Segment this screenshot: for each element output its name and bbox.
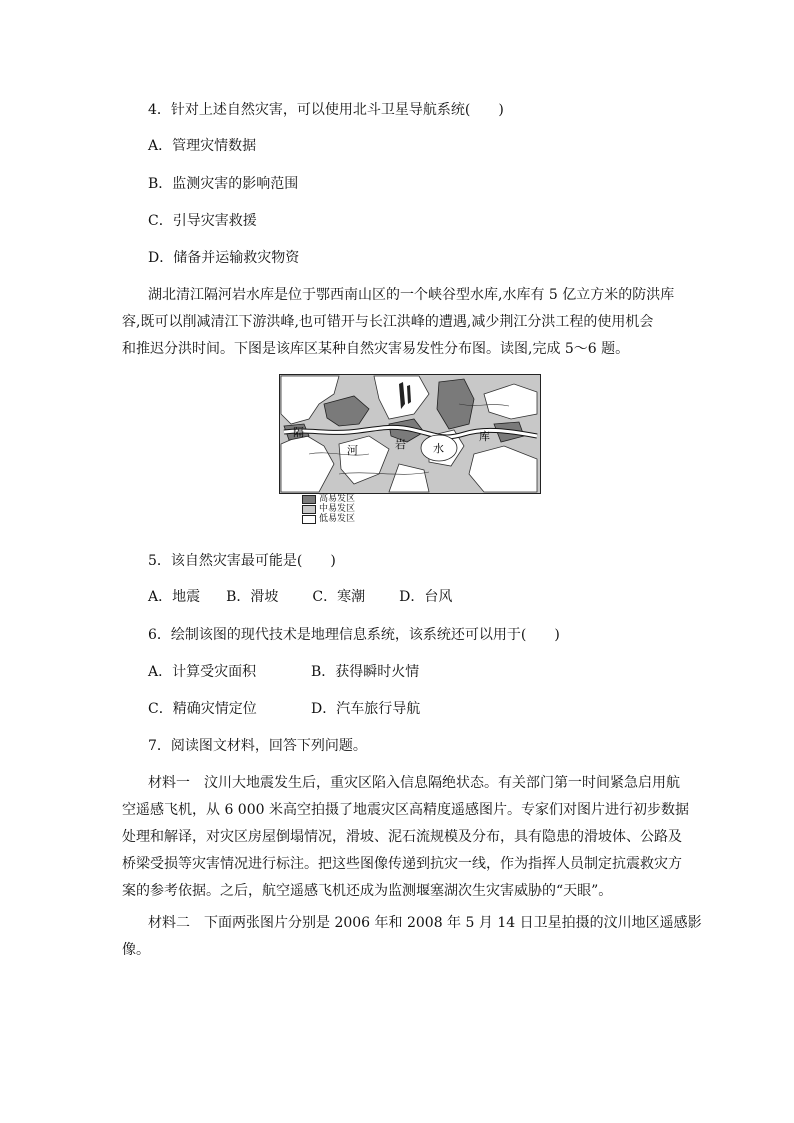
material1-line: 桥梁受损等灾害情况进行标注。把这些图像传递到抗灾一线，作为指挥人员制定抗震救灾方 (122, 856, 682, 872)
material1-line: 处理和解译，对灾区房屋倒塌情况，滑坡、泥石流规模及分布，具有隐患的滑坡体、公路及 (122, 829, 682, 845)
q4-option-b: B．监测灾害的影响范围 (148, 176, 299, 192)
q5-stem: 5．该自然灾害最可能是( ) (148, 553, 336, 569)
passage1-line: 湖北清江隔河岩水库是位于鄂西南山区的一个峡谷型水库,水库有 5 亿立方米的防洪库 (148, 287, 675, 303)
material2-line: 像。 (122, 942, 150, 958)
material2-line: 材料二 下面两张图片分别是 2006 年和 2008 年 5 月 14 日卫星拍摄的汶川地区遥感影 (148, 915, 702, 931)
legend-item-high (302, 494, 355, 504)
passage1-line: 容,既可以削减清江下游洪峰,也可错开与长江洪峰的遭遇,减少荆江分洪工程的使用机会 (122, 314, 654, 330)
q5-option-d: D．台风 (399, 589, 453, 605)
material1 (122, 770, 689, 905)
legend-swatch-low (302, 515, 316, 524)
legend-swatch-high (302, 495, 316, 504)
q4-stem: 4．针对上述自然灾害，可以使用北斗卫星导航系统( ) (148, 102, 504, 118)
material1-line: 材料一 汶川大地震发生后，重灾区陷入信息隔绝状态。有关部门第一时间紧急启用航 (148, 775, 680, 791)
hazard-distribution-map (279, 374, 541, 494)
legend-swatch-mid (302, 505, 316, 514)
map-label-he: 河 (347, 444, 358, 457)
q5-options (148, 587, 452, 607)
legend-label-high: 高易发区 (319, 494, 356, 504)
material1-line: 空遥感飞机，从 6 000 米高空拍摄了地震灾区高精度遥感图片。专家们对图片进行初步数据 (122, 802, 689, 818)
map-label-shui: 水 (433, 442, 444, 455)
q5-option-a: A．地震 (148, 589, 201, 605)
q4-option-d: D．储备并运输救灾物资 (148, 250, 300, 266)
map-legend (302, 494, 355, 524)
legend-label-mid: 中易发区 (319, 504, 356, 514)
q4-option-c: C．引导灾害救援 (148, 213, 257, 229)
q6-option-c: C．精确灾情定位 (148, 701, 257, 717)
material1-line: 案的参考依据。之后，航空遥感飞机还成为监测堰塞湖次生灾害威胁的“天眼”。 (122, 883, 613, 899)
map-label-ku: 库 (479, 430, 490, 443)
map-label-yan: 岩 (395, 438, 406, 451)
passage1 (122, 282, 678, 363)
q6-stem: 6．绘制该图的现代技术是地理信息系统，该系统还可以用于( ) (148, 627, 560, 643)
q7-stem: 7．阅读图文材料，回答下列问题。 (148, 738, 367, 754)
map-label-ge: 隔 (293, 426, 304, 439)
q6-option-d: D．汽车旅行导航 (311, 701, 421, 717)
legend-item-low (302, 514, 355, 524)
passage1-line: 和推迟分洪时间。下图是该库区某种自然灾害易发性分布图。读图,完成 5～6 题。 (122, 341, 630, 357)
legend-label-low: 低易发区 (319, 514, 356, 524)
q4-option-a: A．管理灾情数据 (148, 138, 257, 154)
q5-option-b: B．滑坡 (226, 589, 279, 605)
q6-option-b: B．获得瞬时火情 (311, 664, 420, 680)
q6-option-a: A．计算受灾面积 (148, 664, 257, 680)
q5-option-c: C．寒潮 (312, 589, 366, 605)
legend-item-mid (302, 504, 355, 514)
material2 (122, 910, 702, 964)
